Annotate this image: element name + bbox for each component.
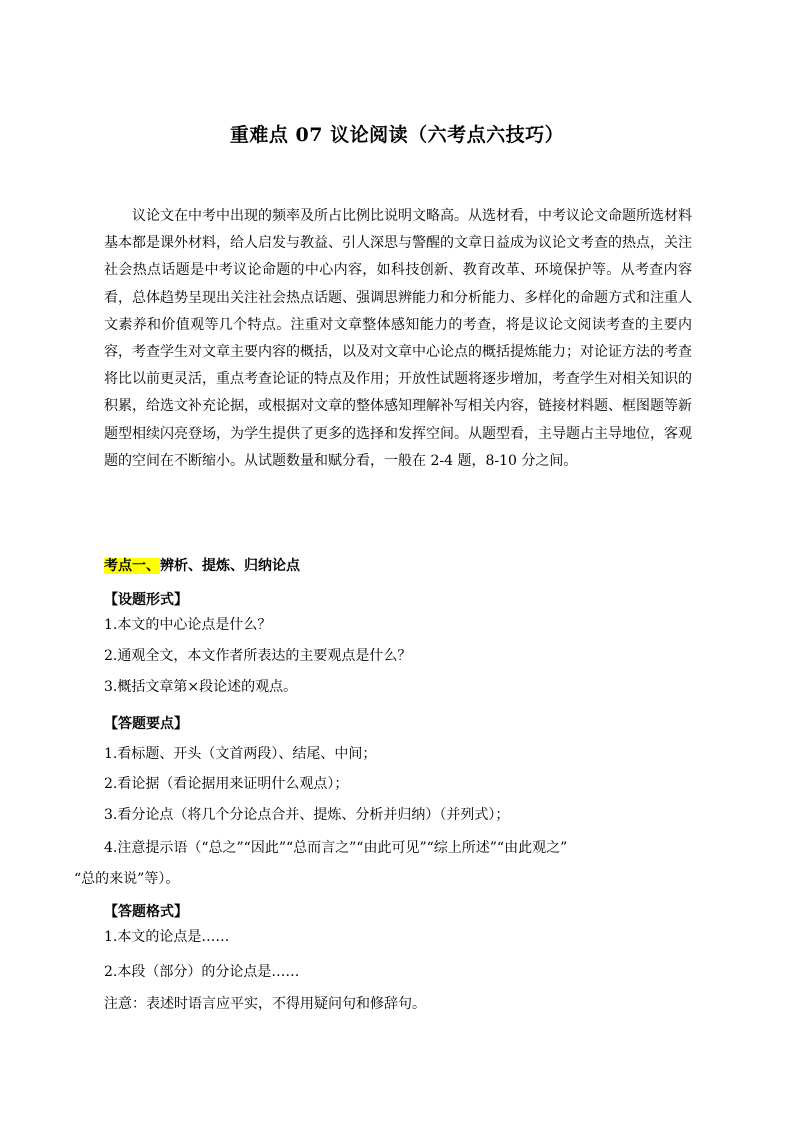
- yaodian-item-1: 1.看标题、开头（文首两段）、结尾、中间；: [104, 746, 377, 762]
- yaodian-item-4-cont: “总的来说”等）。: [74, 871, 180, 887]
- sheti-item-2: 2.通观全文，本文作者所表达的主要观点是什么？: [104, 648, 412, 664]
- kaodian-heading: [104, 555, 300, 575]
- geshi-note: 注意：表述时语言应平实，不得用疑问句和修辞句。: [104, 996, 426, 1012]
- sheti-item-1: 1.本文的中心论点是什么？: [104, 617, 272, 633]
- kaodian-highlight: 考点一、: [104, 558, 160, 574]
- geshi-item-1: 1.本文的论点是……: [104, 929, 230, 945]
- sheti-item-3: 3.概括文章第×段论述的观点。: [104, 679, 298, 695]
- kaodian-title: 辨析、提炼、归纳论点: [160, 558, 300, 574]
- yaodian-item-4: 4.注意提示语（“总之”“因此”“总而言之”“由此可见”“综上所述”“由此观之”: [104, 840, 568, 856]
- geshi-heading: 【答题格式】: [104, 904, 188, 920]
- page-title: 重难点 07 议论阅读（六考点六技巧）: [229, 124, 565, 146]
- sheti-heading: 【设题形式】: [104, 592, 188, 608]
- yaodian-item-2: 2.看论据（看论据用来证明什么观点）；: [104, 776, 349, 792]
- intro-paragraph: 议论文在中考中出现的频率及所占比例比说明文略高。从选材看，中考议论文命题所选材料基本都是课外材料，给人启发与教益、引人深思与警醒的文章日益成为议论文考查的热点，关注社会热点话题是中考议论命题的中心内容，如科技创新、教育改革、环境保护等。从考查内容看，总体趋势呈现出关注社会热点话题、强调思辨能力和分析能力、多样化的命题方式和注重人文素养和价值观等几个特点。注重对文章整体感知能力的考查，将是议论文阅读考查的主要内容，考查学生对文章主要内容的概括，以及对文章中心论点的概括提炼能力；对论证方法的考查将比以前更灵活，重点考查论证的特点及作用；开放性试题将逐步增加，考查学生对相关知识的积累，给选文补充论据，或根据对文章的整体感知理解补写相关内容，链接材料题、框图题等新题型相续闪亮登场，为学生提供了更多的选择和发挥空间。从题型看，主导题占主导地位，客观题的空间在不断缩小。从试题数量和赋分看，一般在 2-4 题，8-10 分之间。: [104, 208, 692, 469]
- geshi-item-2: 2.本段（部分）的分论点是……: [104, 964, 300, 980]
- yaodian-item-3: 3.看分论点（将几个分论点合并、提炼、分析并归纳）（并列式）；: [104, 807, 510, 823]
- yaodian-heading: 【答题要点】: [104, 716, 188, 732]
